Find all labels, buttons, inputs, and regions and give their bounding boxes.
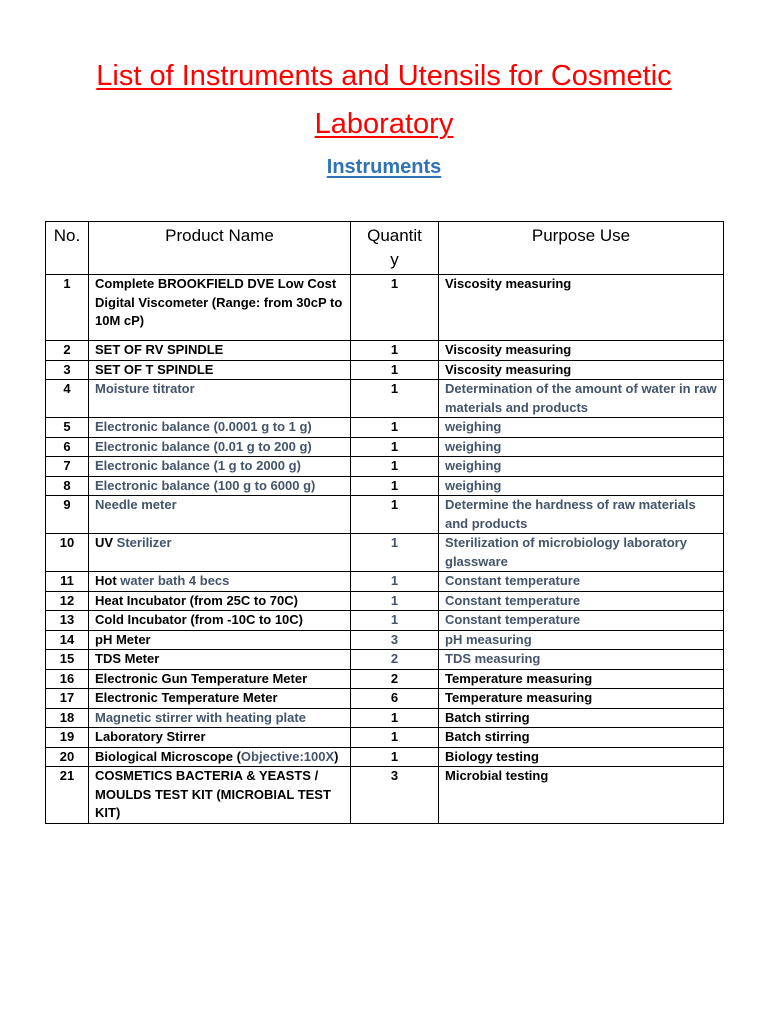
cell-qty: 1 xyxy=(351,611,439,631)
cell-name: pH Meter xyxy=(89,630,351,650)
cell-name: Heat Incubator (from 25C to 70C) xyxy=(89,591,351,611)
cell-purpose: Temperature measuring xyxy=(439,689,724,709)
cell-purpose: weighing xyxy=(439,437,724,457)
cell-no: 10 xyxy=(46,534,89,572)
table-row xyxy=(46,457,724,477)
cell-name: COSMETICS BACTERIA & YEASTS / MOULDS TEST KIT (MICROBIAL TEST KIT) xyxy=(89,767,351,824)
title-line-2: Laboratory xyxy=(314,108,454,140)
cell-qty: 2 xyxy=(351,669,439,689)
cell-purpose: pH measuring xyxy=(439,630,724,650)
cell-name: Laboratory Stirrer xyxy=(89,728,351,748)
cell-qty: 3 xyxy=(351,630,439,650)
table-row xyxy=(46,689,724,709)
cell-no: 2 xyxy=(46,341,89,361)
cell-name: Complete BROOKFIELD DVE Low Cost Digital Viscometer (Range: from 30cP to 10M cP) xyxy=(89,275,351,341)
cell-name: Magnetic stirrer with heating plate xyxy=(89,708,351,728)
cell-no: 5 xyxy=(46,418,89,438)
cell-no: 19 xyxy=(46,728,89,748)
cell-name: Hot water bath 4 becs xyxy=(89,572,351,592)
instruments-table xyxy=(45,221,724,824)
cell-purpose: weighing xyxy=(439,418,724,438)
cell-no: 4 xyxy=(46,380,89,418)
cell-purpose: weighing xyxy=(439,476,724,496)
cell-no: 16 xyxy=(46,669,89,689)
table-row xyxy=(46,650,724,670)
cell-qty: 1 xyxy=(351,275,439,341)
cell-name: Moisture titrator xyxy=(89,380,351,418)
cell-no: 21 xyxy=(46,767,89,824)
cell-name: Electronic balance (0.0001 g to 1 g) xyxy=(89,418,351,438)
header-product-name: Product Name xyxy=(89,222,351,275)
cell-purpose: Sterilization of microbiology laboratory glassware xyxy=(439,534,724,572)
table-row xyxy=(46,747,724,767)
table-row xyxy=(46,611,724,631)
cell-qty: 1 xyxy=(351,360,439,380)
cell-no: 6 xyxy=(46,437,89,457)
table-row xyxy=(46,275,724,341)
table-row xyxy=(46,728,724,748)
cell-name: Needle meter xyxy=(89,496,351,534)
table-row xyxy=(46,708,724,728)
cell-purpose: Viscosity measuring xyxy=(439,341,724,361)
table-row xyxy=(46,341,724,361)
cell-purpose: Biology testing xyxy=(439,747,724,767)
cell-purpose: weighing xyxy=(439,457,724,477)
cell-name: SET OF T SPINDLE xyxy=(89,360,351,380)
cell-no: 13 xyxy=(46,611,89,631)
cell-no: 1 xyxy=(46,275,89,341)
cell-no: 12 xyxy=(46,591,89,611)
cell-name: UV Sterilizer xyxy=(89,534,351,572)
cell-qty: 1 xyxy=(351,708,439,728)
cell-name: Biological Microscope (Objective:100X) xyxy=(89,747,351,767)
cell-purpose: Constant temperature xyxy=(439,611,724,631)
cell-name: SET OF RV SPINDLE xyxy=(89,341,351,361)
cell-qty: 1 xyxy=(351,747,439,767)
cell-no: 8 xyxy=(46,476,89,496)
cell-no: 3 xyxy=(46,360,89,380)
cell-qty: 1 xyxy=(351,341,439,361)
section-heading: Instruments xyxy=(326,156,442,178)
table-row xyxy=(46,669,724,689)
cell-qty: 1 xyxy=(351,437,439,457)
document-title xyxy=(0,52,768,148)
cell-qty: 1 xyxy=(351,418,439,438)
table-row xyxy=(46,418,724,438)
cell-no: 14 xyxy=(46,630,89,650)
cell-qty: 1 xyxy=(351,496,439,534)
table-header-row xyxy=(46,222,724,275)
title-line-1: List of Instruments and Utensils for Cosmetic xyxy=(96,60,672,92)
header-purpose: Purpose Use xyxy=(439,222,724,275)
cell-no: 9 xyxy=(46,496,89,534)
cell-name: Electronic balance (0.01 g to 200 g) xyxy=(89,437,351,457)
cell-no: 11 xyxy=(46,572,89,592)
header-no: No. xyxy=(46,222,89,275)
cell-purpose: Determination of the amount of water in raw materials and products xyxy=(439,380,724,418)
cell-purpose: Viscosity measuring xyxy=(439,360,724,380)
cell-qty: 3 xyxy=(351,767,439,824)
cell-no: 20 xyxy=(46,747,89,767)
header-quantity: Quantit y xyxy=(351,222,439,275)
cell-purpose: Viscosity measuring xyxy=(439,275,724,341)
cell-name: TDS Meter xyxy=(89,650,351,670)
cell-purpose: TDS measuring xyxy=(439,650,724,670)
cell-qty: 1 xyxy=(351,728,439,748)
table-row xyxy=(46,767,724,824)
cell-name: Electronic balance (1 g to 2000 g) xyxy=(89,457,351,477)
cell-qty: 1 xyxy=(351,380,439,418)
table-row xyxy=(46,380,724,418)
table-row xyxy=(46,360,724,380)
table-row xyxy=(46,437,724,457)
cell-purpose: Constant temperature xyxy=(439,572,724,592)
table-row xyxy=(46,630,724,650)
cell-no: 7 xyxy=(46,457,89,477)
cell-qty: 1 xyxy=(351,534,439,572)
cell-qty: 6 xyxy=(351,689,439,709)
cell-no: 15 xyxy=(46,650,89,670)
table-row xyxy=(46,496,724,534)
cell-qty: 1 xyxy=(351,591,439,611)
table-row xyxy=(46,591,724,611)
table-row xyxy=(46,534,724,572)
cell-name: Electronic balance (100 g to 6000 g) xyxy=(89,476,351,496)
cell-name: Electronic Gun Temperature Meter xyxy=(89,669,351,689)
table-row xyxy=(46,572,724,592)
cell-purpose: Determine the hardness of raw materials and products xyxy=(439,496,724,534)
cell-qty: 1 xyxy=(351,476,439,496)
cell-no: 18 xyxy=(46,708,89,728)
cell-purpose: Batch stirring xyxy=(439,728,724,748)
cell-qty: 2 xyxy=(351,650,439,670)
cell-no: 17 xyxy=(46,689,89,709)
table-row xyxy=(46,476,724,496)
cell-purpose: Temperature measuring xyxy=(439,669,724,689)
cell-purpose: Batch stirring xyxy=(439,708,724,728)
cell-purpose: Microbial testing xyxy=(439,767,724,824)
cell-qty: 1 xyxy=(351,457,439,477)
cell-name: Electronic Temperature Meter xyxy=(89,689,351,709)
cell-qty: 1 xyxy=(351,572,439,592)
cell-purpose: Constant temperature xyxy=(439,591,724,611)
cell-name: Cold Incubator (from -10C to 10C) xyxy=(89,611,351,631)
